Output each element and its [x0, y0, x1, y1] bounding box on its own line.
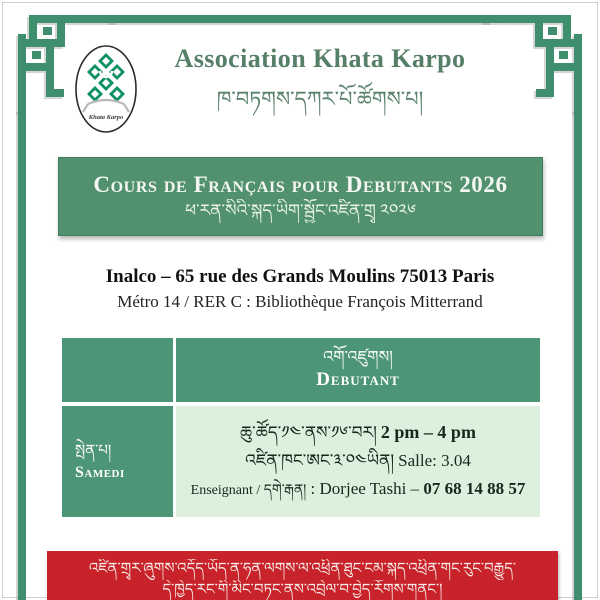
notice-line-2: དེ་ཁྱེད་རང་གི་མིང་བཏང་ནས་འབྲེལ་བ་བྱེད་རོགས་གནང་།	[162, 582, 443, 598]
border-bar-right	[574, 110, 582, 600]
session-room-row	[245, 447, 471, 475]
session-time: 2 pm – 4 pm	[380, 422, 476, 442]
session-room-tibetan: འཛིན་ཁང་ཨང་༣་༠༤ཡིན།	[245, 451, 395, 470]
border-bar-top	[110, 15, 492, 23]
venue-transit: Métro 14 / RER C : Bibliothèque François Mitterrand	[117, 292, 483, 311]
table-day-cell	[62, 406, 173, 517]
association-title-tibetan: ཁ་བཏགས་དཀར་པོ་ཚོགས་པ།	[216, 87, 424, 111]
logo-caption: Khata Karpo	[88, 114, 124, 121]
notice-banner	[47, 551, 558, 600]
session-time-tibetan: ཆུ་ཚོད་༡༤་ནས་༡༦་བར།	[240, 423, 377, 442]
table-header-level-cell	[176, 338, 540, 402]
teacher-name: Dorjee Tashi –	[319, 479, 424, 498]
session-time-row	[240, 419, 476, 447]
notice-line-1: འཛིན་གྲྭར་ཞུགས་འདོད་ཡོད་ན་ཧན་ལགས་ལ་འཕྲིན་ཐུང་ངམ་སྐད་འཕྲིན་གང་རུང་བརྒྱུད་	[88, 561, 517, 577]
session-room: Salle: 3.04	[398, 451, 471, 470]
teacher-separator: :	[306, 479, 320, 498]
day-label: Samedi	[75, 463, 125, 481]
level-label: Debutant	[316, 369, 400, 390]
schedule-table	[62, 338, 540, 517]
level-label-tibetan: འགོ་འཛུགས།	[323, 349, 393, 366]
table-header-empty-cell	[62, 338, 173, 402]
table-session-cell	[176, 406, 540, 517]
teacher-label-tibetan: དགེ་རྒན།	[263, 483, 307, 498]
day-label-tibetan: སྤེན་པ།	[75, 442, 112, 459]
course-banner-subtitle-tibetan: ཕ་རན་སིའི་སྐད་ཡིག་སྦྱོང་འཛིན་གྲྭ ༢༠༢༦	[185, 200, 416, 220]
course-banner	[58, 157, 543, 236]
venue-address: Inalco – 65 rue des Grands Moulins 75013 Paris	[105, 266, 495, 287]
session-teacher-row	[191, 475, 526, 504]
teacher-prefix: Enseignant /	[190, 483, 264, 498]
border-bar-left	[18, 110, 26, 600]
association-title: Association Khata Karpo	[174, 44, 466, 73]
venue-block	[40, 266, 560, 312]
teacher-phone: 07 68 14 88 57	[423, 479, 526, 498]
course-banner-title: Cours de Français pour Debutants 2026	[93, 171, 508, 197]
